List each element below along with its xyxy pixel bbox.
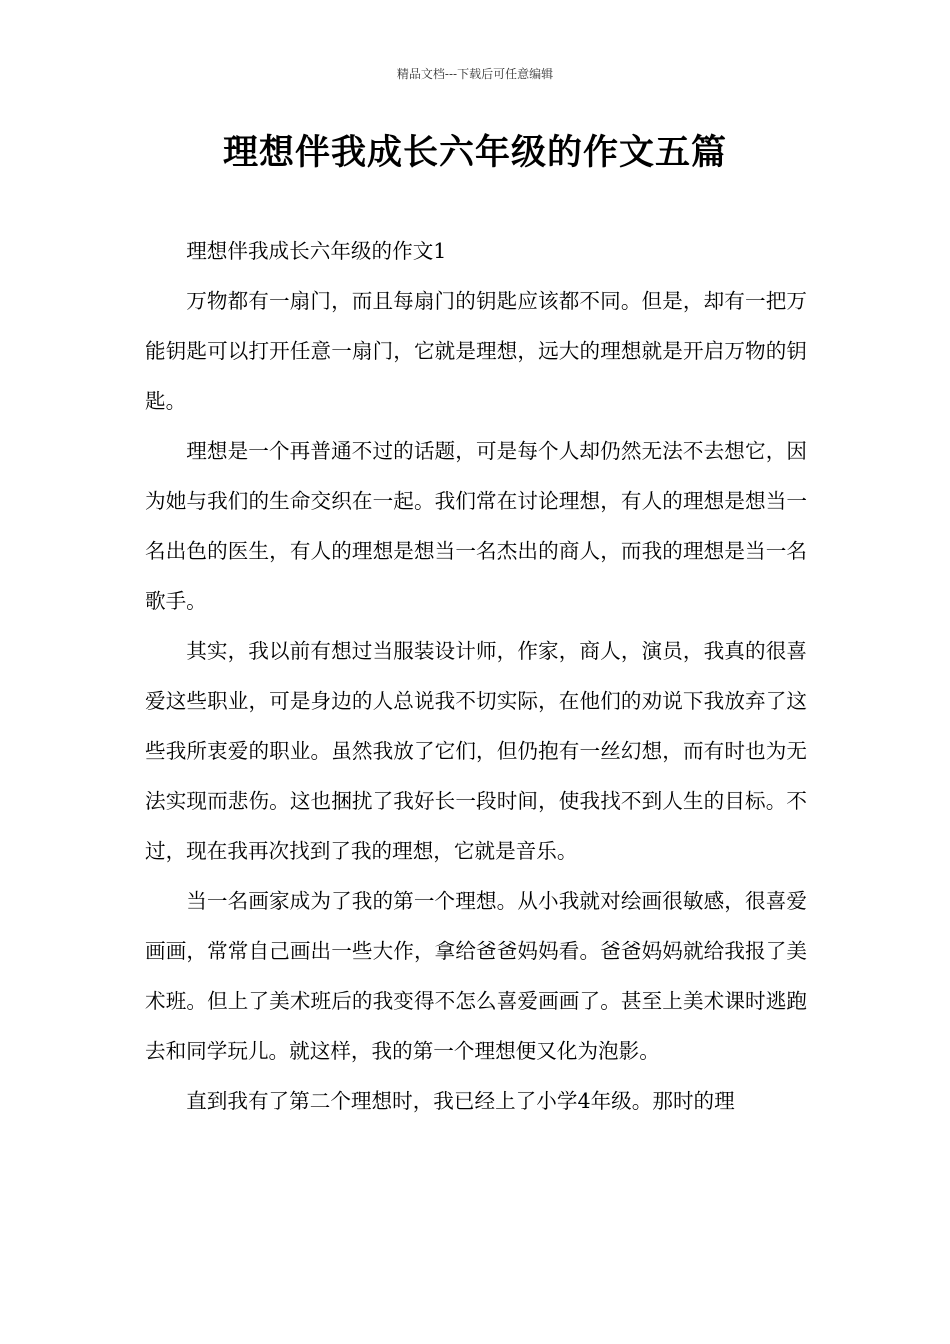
paragraph: 其实，我以前有想过当服装设计师，作家，商人，演员，我真的很喜爱这些职业，可是身边的人总说我不切实际，在他们的劝说下我放弃了这些我所衷爱的职业。虽然我放了它们，但仍抱有一丝幻想，而有时也为无法实现而悲伤。这也捆扰了我好长一段时间，使我找不到人生的目标。不过，现在我再次找到了我的理想，它就是音乐。 bbox=[145, 639, 807, 863]
document-title: 理想伴我成长六年级的作文五篇 bbox=[222, 132, 727, 173]
paragraph: 当一名画家成为了我的第一个理想。从小我就对绘画很敏感，很喜爱画画，常常自己画出一些大作，拿给爸爸妈妈看。爸爸妈妈就给我报了美术班。但上了美术班后的我变得不怎么喜爱画画了。甚至上美术课时逃跑去和同学玩儿。就这样，我的第一个理想便又化为泡影。 bbox=[145, 889, 807, 1063]
paragraph: 直到我有了第二个理想时，我已经上了小学4年级。那时的理 bbox=[186, 1089, 735, 1113]
page-header: 精品文档---下载后可任意编辑 bbox=[396, 67, 554, 81]
paragraph-subtitle: 理想伴我成长六年级的作文1 bbox=[186, 239, 447, 263]
paragraph: 万物都有一扇门，而且每扇门的钥匙应该都不同。但是，却有一把万能钥匙可以打开任意一扇门，它就是理想，远大的理想就是开启万物的钥匙。 bbox=[145, 289, 807, 413]
paragraph: 理想是一个再普通不过的话题，可是每个人却仍然无法不去想它，因为她与我们的生命交织在一起。我们常在讨论理想，有人的理想是想当一名出色的医生，有人的理想是想当一名杰出的商人，而我的理想是当一名歌手。 bbox=[145, 439, 807, 613]
document-body bbox=[145, 226, 807, 1126]
